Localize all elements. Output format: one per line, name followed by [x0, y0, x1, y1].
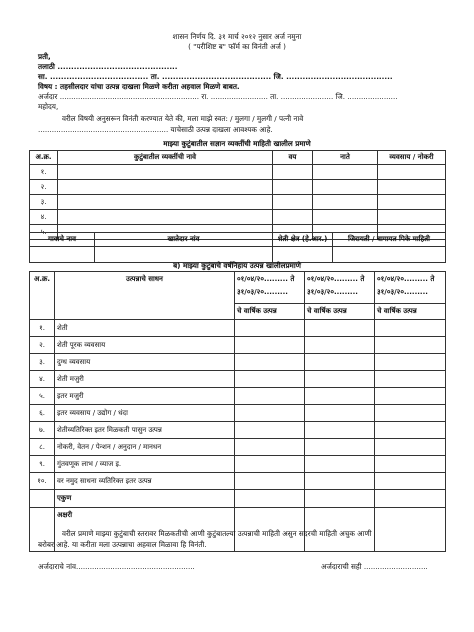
prati-label: प्रती,: [38, 52, 51, 61]
income-year2-cell[interactable]: [305, 320, 375, 337]
subject-line: विषय : तहसीलदार यांचा उत्पन्न दाखला मिळणे करीता अहवाल मिळणे बाबत.: [38, 82, 240, 91]
table-row: [30, 195, 446, 210]
table-row: [30, 210, 446, 225]
income-title: ब) माझ्या कुटुंबाचे वर्षनिहाय उत्पन्न खालीलप्रमाणे: [173, 261, 301, 270]
relation-cell[interactable]: [313, 165, 378, 180]
village-cell[interactable]: [30, 247, 95, 263]
income-year3-cell[interactable]: [375, 439, 446, 456]
occupation-cell[interactable]: [378, 180, 446, 195]
income-source: शेती पूरक व्यवसाय: [55, 337, 235, 354]
income-year3-cell[interactable]: [375, 456, 446, 473]
table-row: [30, 456, 446, 473]
year2-label: चे वार्षिक उत्पन्न: [305, 303, 374, 319]
header-line2: ( "परीशिष्ट ब" फॉर्म का विनंती अर्ज ): [188, 42, 286, 51]
income-h-year1: [235, 272, 305, 320]
table-row: [30, 490, 446, 508]
year1-to: ३१/०३/२०.........: [237, 288, 288, 296]
income-year1-cell[interactable]: [235, 337, 305, 354]
income-words-label: अक्षरी: [55, 508, 235, 552]
income-year3-cell[interactable]: [375, 508, 446, 552]
table-row: [30, 439, 446, 456]
income-year2-cell[interactable]: [305, 371, 375, 388]
income-h-year3: [375, 272, 446, 320]
income-row-number: १.: [30, 320, 55, 337]
income-year1-cell[interactable]: [235, 422, 305, 439]
table-row: [30, 422, 446, 439]
income-h-source: उत्पन्नाचे साधन: [55, 272, 235, 320]
row-number: ५.: [30, 225, 58, 240]
crops-cell[interactable]: [333, 247, 446, 263]
income-year3-cell[interactable]: [375, 473, 446, 490]
year2-from: ०१/०४/२०......... ते: [307, 275, 365, 283]
year3-to: ३१/०३/२०.........: [377, 288, 428, 296]
income-year3-cell[interactable]: [375, 371, 446, 388]
table-row: [30, 354, 446, 371]
row-number: १.: [30, 165, 58, 180]
income-year3-cell[interactable]: [375, 354, 446, 371]
income-year2-cell[interactable]: [305, 490, 375, 508]
income-header-row: [30, 272, 446, 320]
income-year2-cell[interactable]: [305, 439, 375, 456]
income-table: [29, 271, 446, 552]
income-year2-cell[interactable]: [305, 473, 375, 490]
table-row: [30, 180, 446, 195]
row-number: २.: [30, 180, 58, 195]
family-h-occupation: व्यवसाय / नोकरी: [378, 151, 446, 165]
sa-line: सा. .................................... ता. ........................................ जि. .......................................: [38, 72, 393, 81]
income-row-number: ८.: [30, 439, 55, 456]
land-header-row: [30, 233, 446, 247]
income-year1-cell[interactable]: [235, 371, 305, 388]
income-year3-cell[interactable]: [375, 388, 446, 405]
income-year2-cell[interactable]: [305, 405, 375, 422]
applicant-signature-line: अर्जदाराची सही ............................: [321, 562, 428, 571]
applicant-name-line: अर्जदाराचे नांव....................................................: [38, 562, 195, 571]
table-row: [30, 473, 446, 490]
occupation-cell[interactable]: [378, 165, 446, 180]
income-year2-cell[interactable]: [305, 422, 375, 439]
family-table: [29, 150, 446, 240]
age-cell[interactable]: [273, 165, 313, 180]
income-row-number: ४.: [30, 371, 55, 388]
income-row-number: ५.: [30, 388, 55, 405]
family-title: माझ्या कुटुंबातील सज्ञान व्यक्तींची माहिती खालील प्रमाणे: [163, 139, 311, 148]
land-h-area: शेती क्षेत्र (हे.आर.): [273, 233, 333, 247]
income-source: शेती मजुरी: [55, 371, 235, 388]
footer-para2: बरोबर आहे. या करीता मला उत्पन्नाचा अहवाल मिळावा हि विनंती.: [38, 540, 207, 549]
income-source: वर नमुद साधना व्यतिरिक्त इतर उत्पन्न: [55, 473, 235, 490]
income-year1-cell[interactable]: [235, 456, 305, 473]
land-h-crops: जिरायती / बागायत पिके माहिती: [333, 233, 446, 247]
income-year1-cell[interactable]: [235, 354, 305, 371]
table-row: [30, 371, 446, 388]
table-row: [30, 388, 446, 405]
income-year1-cell[interactable]: [235, 490, 305, 508]
income-year1-cell[interactable]: [235, 388, 305, 405]
income-year1-cell[interactable]: [235, 473, 305, 490]
income-year1-cell[interactable]: [235, 320, 305, 337]
age-cell[interactable]: [273, 210, 313, 225]
income-row-number: ७.: [30, 422, 55, 439]
family-h-age: वय: [273, 151, 313, 165]
income-year1-cell[interactable]: [235, 405, 305, 422]
year2-to: ३१/०३/२०.........: [307, 288, 358, 296]
family-h-no: अ.क्र.: [30, 151, 58, 165]
name-cell[interactable]: [58, 180, 273, 195]
footer-para1: वरील प्रमाणे माझ्या कुटुंबाची स्तरावर मिळकतीची आणी कुटुंबातल्या उत्पन्नाची माहिती असुन सदरची माहिती अचुक आणी: [62, 529, 372, 538]
income-row-number: ९.: [30, 456, 55, 473]
relation-cell[interactable]: [313, 195, 378, 210]
occupation-cell[interactable]: [378, 195, 446, 210]
mahoday-line: महोदय,: [38, 102, 59, 111]
land-h-village: गावाचे नाव: [30, 233, 95, 247]
income-year3-cell[interactable]: [375, 490, 446, 508]
age-cell[interactable]: [273, 180, 313, 195]
income-source: दुग्ध व्यवसाय: [55, 354, 235, 371]
income-source: इतर व्यवसाय / उद्योग / धंदा: [55, 405, 235, 422]
income-year2-cell[interactable]: [305, 337, 375, 354]
income-h-year2: [305, 272, 375, 320]
row-number: ३.: [30, 195, 58, 210]
income-source: नोकरी, वेतन / पेन्शन / अनुदान / मानधन: [55, 439, 235, 456]
income-row-number: २.: [30, 337, 55, 354]
income-year3-cell[interactable]: [375, 422, 446, 439]
income-row-number: [30, 490, 55, 508]
age-cell[interactable]: [273, 195, 313, 210]
income-row-number: ६.: [30, 405, 55, 422]
table-row: [30, 165, 446, 180]
family-h-name: कुटुंबातील व्यक्तींची नावे: [58, 151, 273, 165]
body-line1: वरील विषयी अनुसरून विनंती करण्यात येते की, मला माझे स्वत: / मुलगा / मुलगी / पत्नी नावे: [62, 114, 304, 123]
family-header-row: [30, 151, 446, 165]
income-h-no: अ.क्र.: [30, 272, 55, 320]
body-line2: ......................................................... याचेसाठी उत्पन्न दाखला आवश्यक आहे.: [38, 125, 273, 134]
occupation-cell[interactable]: [378, 210, 446, 225]
row-number: ४.: [30, 210, 58, 225]
income-source: शेती: [55, 320, 235, 337]
relation-cell[interactable]: [313, 210, 378, 225]
relation-cell[interactable]: [313, 180, 378, 195]
land-h-holder: खातेदार नांव: [95, 233, 273, 247]
income-year3-cell[interactable]: [375, 337, 446, 354]
income-source: इतर मजुरी: [55, 388, 235, 405]
table-row: [30, 320, 446, 337]
year1-from: ०१/०४/२०......... ते: [237, 275, 295, 283]
income-total-label: एकुण: [55, 490, 235, 508]
name-cell[interactable]: [58, 195, 273, 210]
income-year3-cell[interactable]: [375, 405, 446, 422]
income-year3-cell[interactable]: [375, 320, 446, 337]
header-line1: शासन निर्णय दि. ३१ मार्च २०१२ नुसार अर्ज नमुना: [172, 32, 302, 41]
talathi-line: तलाठी ............................................: [38, 62, 178, 71]
table-row: [30, 405, 446, 422]
name-cell[interactable]: [58, 210, 273, 225]
income-source: शेतीव्यतिरिक्त इतर मिळकती पासुन उत्पन्न: [55, 422, 235, 439]
income-year1-cell[interactable]: [235, 439, 305, 456]
table-row: [30, 337, 446, 354]
income-source: गुंतवणूक लाभ / व्याज इ.: [55, 456, 235, 473]
applicant-line: अर्जदार ............................................................. रा. ......................... ता. ....................... जि. ......................: [38, 92, 398, 101]
land-table: [29, 232, 446, 263]
family-h-relation: नाते: [313, 151, 378, 165]
income-row-number: १०.: [30, 473, 55, 490]
income-year2-cell[interactable]: [305, 456, 375, 473]
name-cell[interactable]: [58, 165, 273, 180]
year1-label: चे वार्षिक उत्पन्न: [235, 303, 304, 319]
income-row-number: ३.: [30, 354, 55, 371]
income-year2-cell[interactable]: [305, 388, 375, 405]
year3-from: ०१/०४/२०......... ते: [377, 275, 435, 283]
income-year2-cell[interactable]: [305, 354, 375, 371]
year3-label: चे वार्षिक उत्पन्न: [375, 303, 445, 319]
